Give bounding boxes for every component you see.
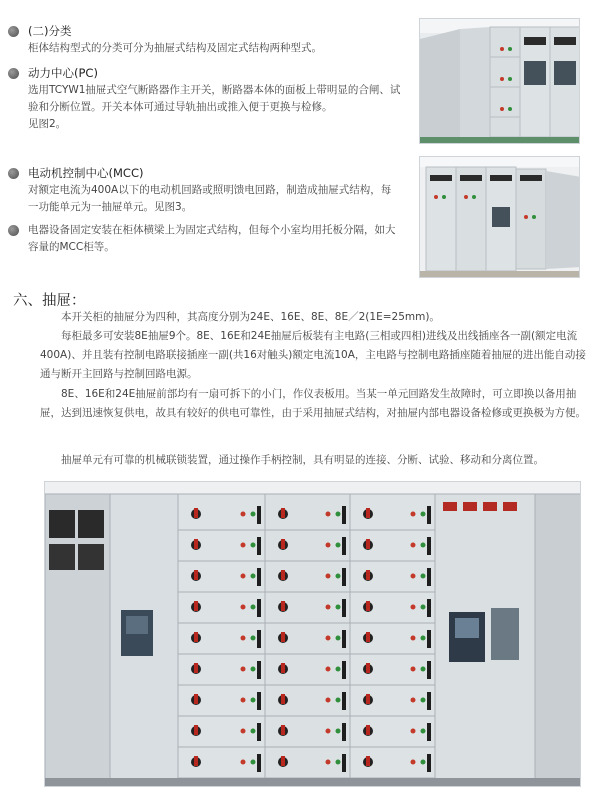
drawer-para-3: 8E、16E和24E抽屉前部均有一扇可拆下的小门，作仪表板用。当某一单元回路发生故障时，可立即换以备用抽屉，达到迅速恢复供电，故具有较好的供电可靠性，由于采用抽屉式结构，对抽屉内部电器设备检修或更换极为方便。 xyxy=(40,388,586,419)
indicator-green-icon xyxy=(421,574,426,579)
pc-block xyxy=(28,64,408,133)
drawer-lever-icon xyxy=(194,663,198,673)
drawer-lever-icon xyxy=(281,694,285,704)
indicator-green-icon xyxy=(336,636,341,641)
drawer-lever-icon xyxy=(194,508,198,518)
drawer-lever-icon xyxy=(194,632,198,642)
indicator-green-icon xyxy=(421,760,426,765)
drawer-latch-icon xyxy=(257,661,261,679)
drawer-lever-icon xyxy=(281,632,285,642)
drawer-latch-icon xyxy=(427,692,431,710)
indicator-red-icon xyxy=(326,667,331,672)
indicator-red-icon xyxy=(326,512,331,517)
mcc-text: 对额定电流为400A以下的电动机回路或照明馈电回路，制造成抽屉式结构，每一功能单元为一抽屉单元。见图3。 xyxy=(28,184,392,213)
drawer-para-1: 本开关柜的抽屉分为四种，其高度分别为24E、16E、8E、8E／2(1E=25mm)。 xyxy=(61,311,440,323)
mcc-block xyxy=(28,164,408,216)
indicator-red-icon xyxy=(411,512,416,517)
classification-text: 柜体结构型式的分类可分为抽屉式结构及固定式结构两种型式。 xyxy=(28,42,322,54)
bullet-icon xyxy=(8,26,19,37)
indicator-red-icon xyxy=(411,543,416,548)
drawer-lever-icon xyxy=(281,663,285,673)
drawer-lever-icon xyxy=(281,570,285,580)
indicator-red-icon xyxy=(326,729,331,734)
drawer-lever-icon xyxy=(281,508,285,518)
indicator-red-icon xyxy=(326,605,331,610)
drawer-lever-icon xyxy=(366,539,370,549)
drawer-latch-icon xyxy=(427,754,431,772)
drawer-latch-icon xyxy=(257,754,261,772)
drawer-latch-icon xyxy=(342,723,346,741)
indicator-green-icon xyxy=(421,512,426,517)
drawer-latch-icon xyxy=(427,723,431,741)
pc-see: 见图2。 xyxy=(28,118,67,130)
mcc-title: 电动机控制中心(MCC) xyxy=(28,166,144,180)
indicator-green-icon xyxy=(421,729,426,734)
drawer-latch-icon xyxy=(257,506,261,524)
indicator-green-icon xyxy=(336,667,341,672)
drawer-latch-icon xyxy=(342,630,346,648)
drawer-lever-icon xyxy=(366,601,370,611)
drawer-latch-icon xyxy=(342,568,346,586)
indicator-red-icon xyxy=(411,636,416,641)
drawer-lever-icon xyxy=(366,725,370,735)
drawer-section-title: 六、抽屉： xyxy=(13,293,86,309)
indicator-green-icon xyxy=(421,667,426,672)
indicator-green-icon xyxy=(336,543,341,548)
drawer-latch-icon xyxy=(342,599,346,617)
drawer-latch-icon xyxy=(257,630,261,648)
indicator-red-icon xyxy=(241,574,246,579)
cabinet-row-image xyxy=(420,19,580,144)
fixed-text: 电器设备固定安装在柜体横梁上为固定式结构，但每个小室均用托板分隔，如大容量的MCC柜等。 xyxy=(28,224,396,253)
drawer-latch-icon xyxy=(342,754,346,772)
indicator-red-icon xyxy=(411,605,416,610)
indicator-green-icon xyxy=(336,574,341,579)
drawer-latch-icon xyxy=(342,506,346,524)
drawer-para-2: 每柜最多可安装8E抽屉9个。8E、16E和24E抽屉后板装有主电路(三相或四相)进线及出线插座各一副(额定电流400A)、并且装有控制电路联接插座一副(共16对触头)额定电流10A，主电路与控制电路插座随着抽屉的进出能自动接通与断开主回路与控制回路电源。 xyxy=(40,330,586,380)
indicator-red-icon xyxy=(241,605,246,610)
bullet-icon xyxy=(8,168,19,179)
drawer-lever-icon xyxy=(366,756,370,766)
indicator-green-icon xyxy=(421,543,426,548)
indicator-red-icon xyxy=(411,698,416,703)
drawer-para-4: 抽屉单元有可靠的机械联锁装置，通过操作手柄控制，具有明显的连接、分断、试验、移动和分离位置。 xyxy=(61,454,544,466)
indicator-red-icon xyxy=(411,760,416,765)
drawer-cabinet-photo xyxy=(44,481,581,787)
drawer-latch-icon xyxy=(257,599,261,617)
drawer-lever-icon xyxy=(281,539,285,549)
drawer-latch-icon xyxy=(342,537,346,555)
drawer-lever-icon xyxy=(194,694,198,704)
indicator-green-icon xyxy=(251,605,256,610)
indicator-green-icon xyxy=(336,698,341,703)
pc-text: 选用TCYW1抽屉式空气断路器作主开关，断路器本体的面板上带明显的合闸、试验和分断位置。开关本体可通过导轨抽出或推入便于更换与检修。 xyxy=(28,84,401,113)
indicator-green-icon xyxy=(421,605,426,610)
bullet-icon xyxy=(8,68,19,79)
indicator-red-icon xyxy=(241,729,246,734)
drawer-latch-icon xyxy=(427,661,431,679)
indicator-green-icon xyxy=(251,760,256,765)
indicator-red-icon xyxy=(326,760,331,765)
indicator-green-icon xyxy=(251,512,256,517)
indicator-red-icon xyxy=(326,574,331,579)
drawer-lever-icon xyxy=(281,756,285,766)
indicator-red-icon xyxy=(241,760,246,765)
drawer-latch-icon xyxy=(257,723,261,741)
indicator-green-icon xyxy=(336,729,341,734)
indicator-red-icon xyxy=(241,667,246,672)
drawer-lever-icon xyxy=(194,570,198,580)
indicator-red-icon xyxy=(241,512,246,517)
indicator-red-icon xyxy=(326,543,331,548)
indicator-green-icon xyxy=(421,698,426,703)
drawer-lever-icon xyxy=(281,725,285,735)
drawer-lever-icon xyxy=(366,508,370,518)
indicator-red-icon xyxy=(326,636,331,641)
drawer-lever-icon xyxy=(194,756,198,766)
pc-title: 动力中心(PC) xyxy=(28,66,98,80)
cabinet-photo-middle xyxy=(419,156,580,278)
bullet-icon xyxy=(8,225,19,236)
drawer-lever-icon xyxy=(366,570,370,580)
drawer-latch-icon xyxy=(427,599,431,617)
drawer-latch-icon xyxy=(342,692,346,710)
indicator-green-icon xyxy=(251,667,256,672)
indicator-green-icon xyxy=(251,636,256,641)
drawer-lever-icon xyxy=(366,663,370,673)
indicator-green-icon xyxy=(336,605,341,610)
drawer-latch-icon xyxy=(427,568,431,586)
drawer-latch-icon xyxy=(257,692,261,710)
drawer-latch-icon xyxy=(342,661,346,679)
cabinet-photo-top xyxy=(419,18,580,144)
indicator-red-icon xyxy=(241,543,246,548)
indicator-red-icon xyxy=(241,636,246,641)
drawer-cabinet-image xyxy=(45,482,581,787)
drawer-lever-icon xyxy=(366,632,370,642)
indicator-red-icon xyxy=(326,698,331,703)
drawer-lever-icon xyxy=(194,725,198,735)
classification-title: (二)分类 xyxy=(28,24,72,38)
classification-block xyxy=(28,22,408,57)
drawer-latch-icon xyxy=(257,568,261,586)
indicator-red-icon xyxy=(241,698,246,703)
drawer-latch-icon xyxy=(427,537,431,555)
indicator-green-icon xyxy=(251,698,256,703)
indicator-green-icon xyxy=(251,729,256,734)
drawer-latch-icon xyxy=(427,506,431,524)
drawer-lever-icon xyxy=(194,539,198,549)
indicator-red-icon xyxy=(411,574,416,579)
indicator-green-icon xyxy=(251,543,256,548)
indicator-green-icon xyxy=(336,512,341,517)
fixed-block xyxy=(28,222,408,256)
indicator-green-icon xyxy=(251,574,256,579)
cabinet-row-image xyxy=(420,157,580,278)
indicator-red-icon xyxy=(411,729,416,734)
drawer-lever-icon xyxy=(194,601,198,611)
indicator-green-icon xyxy=(421,636,426,641)
indicator-green-icon xyxy=(336,760,341,765)
indicator-red-icon xyxy=(411,667,416,672)
drawer-lever-icon xyxy=(366,694,370,704)
drawer-latch-icon xyxy=(427,630,431,648)
drawer-latch-icon xyxy=(257,537,261,555)
drawer-lever-icon xyxy=(281,601,285,611)
